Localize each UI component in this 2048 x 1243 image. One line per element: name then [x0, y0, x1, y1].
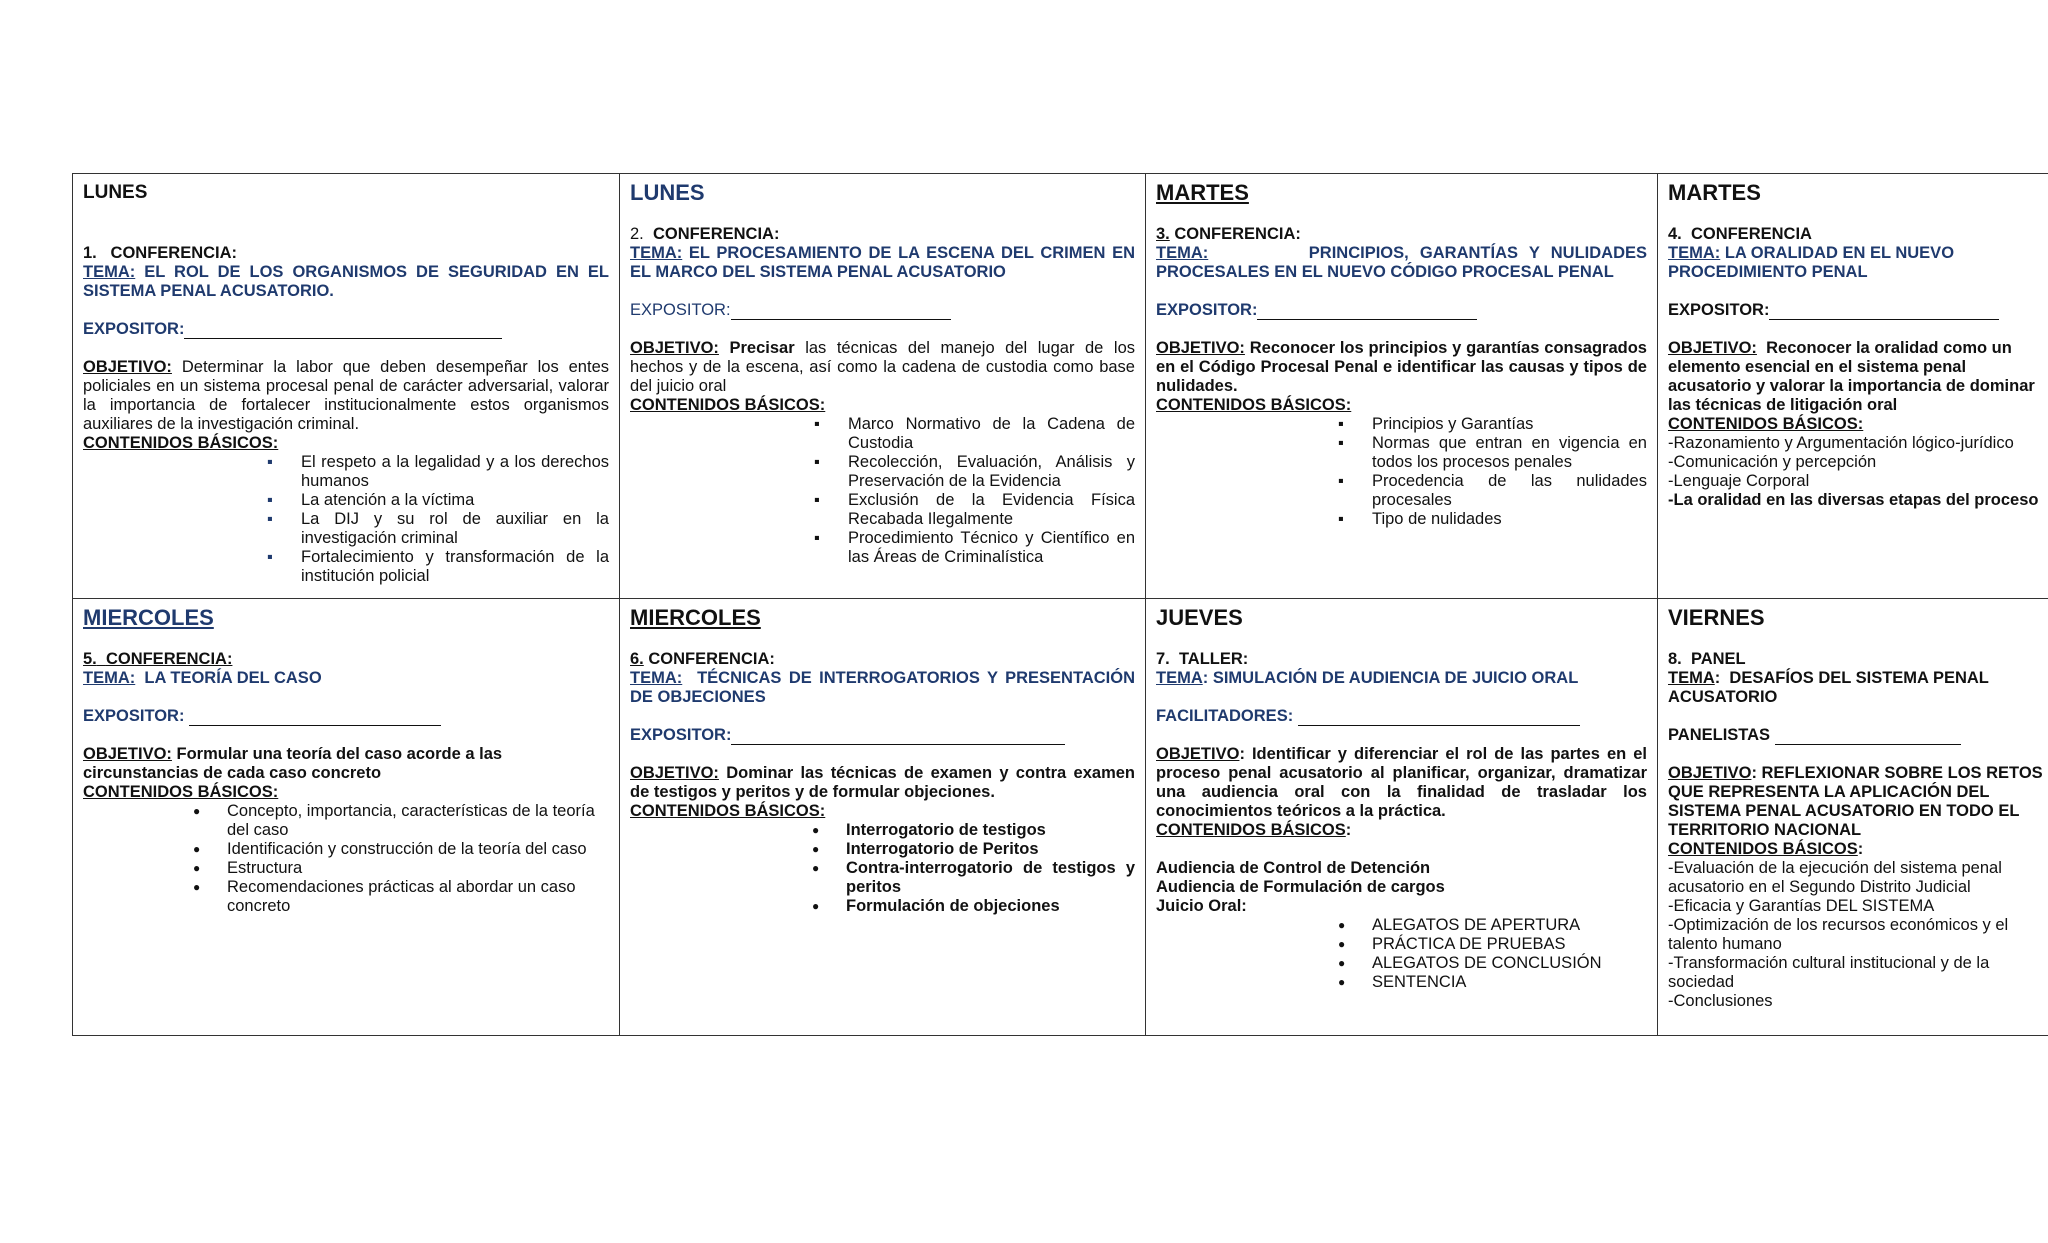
contents-list [227, 802, 609, 916]
list-item: ▪ La atención a la víctima [301, 491, 609, 510]
day-label: MIERCOLES [83, 605, 214, 630]
session-topic: TEMA: EL ROL DE LOS ORGANISMOS DE SEGURIDAD EN EL SISTEMA PENAL ACUSATORIO. [83, 263, 609, 300]
session-type: 6. CONFERENCIA: [630, 650, 775, 668]
list-item: ● SENTENCIA [1372, 973, 1647, 992]
session-type: 2. CONFERENCIA: [630, 225, 780, 243]
content-line: -Lenguaje Corporal [1668, 472, 1810, 490]
session-type: 8. PANEL [1668, 650, 1746, 668]
table-row [73, 174, 2048, 599]
content-line: Audiencia de Formulación de cargos [1156, 878, 1445, 896]
list-item: ▪ Tipo de nulidades [1372, 510, 1647, 529]
objective: OBJETIVO: Determinar la labor que deben desempeñar los entes policiales en un sistema procesal penal de carácter adversarial, valorar la importancia de fortalecer institucionalmente estos organismos auxiliares de la investigación criminal. [83, 358, 609, 433]
content-line: -Evaluación de la ejecución del sistema penal acusatorio en el Segundo Distrito Judicial [1668, 859, 2002, 896]
objective: OBJETIVO: Precisar las técnicas del manejo del lugar de los hechos y de la escena, así como la cadena de custodia como base del juicio oral [630, 339, 1135, 395]
speaker-field: EXPOSITOR: [83, 707, 609, 726]
session-cell-6 [620, 599, 1146, 1036]
list-item: ▪ El respeto a la legalidad y a los derechos humanos [301, 453, 609, 491]
session-topic: TEMA: TÉCNICAS DE INTERROGATORIOS Y PRESENTACIÓN DE OBJECIONES [630, 669, 1135, 706]
content-line: Juicio Oral: [1156, 897, 1247, 915]
day-label: MIERCOLES [630, 605, 761, 630]
contents-list [1372, 916, 1647, 992]
session-topic: TEMA: SIMULACIÓN DE AUDIENCIA DE JUICIO ORAL [1156, 669, 1579, 687]
objective: OBJETIVO: Reconocer la oralidad como un elemento esencial en el sistema penal acusatorio y valorar la importancia de dominar las técnicas de litigación oral [1668, 339, 2040, 414]
day-label: LUNES [83, 182, 148, 203]
content-line: -Optimización de los recursos económicos y el talento humano [1668, 916, 2009, 953]
session-type: 3. CONFERENCIA: [1156, 225, 1301, 243]
session-topic: TEMA: LA ORALIDAD EN EL NUEVO PROCEDIMIENTO PENAL [1668, 244, 1955, 281]
session-type: 1. CONFERENCIA: [83, 244, 238, 262]
list-item: ● ALEGATOS DE APERTURA [1372, 916, 1647, 935]
objective: OBJETIVO: Reconocer los principios y garantías consagrados en el Código Procesal Penal e identificar las causas y tipos de nulidades. [1156, 339, 1647, 395]
session-type: 4. CONFERENCIA [1668, 225, 1812, 243]
list-item: ● ALEGATOS DE CONCLUSIÓN [1372, 954, 1647, 973]
contents-list [846, 821, 1135, 916]
content-line: -Conclusiones [1668, 992, 1773, 1010]
contents-heading: CONTENIDOS BÁSICOS: [1156, 821, 1352, 839]
contents-heading: CONTENIDOS BÁSICOS: [1668, 415, 1864, 433]
content-line: -La oralidad en las diversas etapas del proceso [1668, 491, 2039, 509]
objective: OBJETIVO: Identificar y diferenciar el rol de las partes en el proceso penal acusatorio al planificar, organizar, dramatizar una audiencia oral con la finalidad de trasladar los conocimientos teóricos a la práctica. [1156, 745, 1647, 820]
contents-list [848, 415, 1135, 567]
list-item: ● Interrogatorio de Peritos [846, 840, 1135, 859]
list-item: ● Recomendaciones prácticas al abordar un caso concreto [227, 878, 609, 916]
speaker-field: EXPOSITOR: [1156, 301, 1647, 320]
panelists-field: PANELISTAS [1668, 726, 2048, 745]
objective: OBJETIVO: Dominar las técnicas de examen y contra examen de testigos y peritos y de formular objeciones. [630, 764, 1135, 801]
content-line: -Eficacia y Garantías DEL SISTEMA [1668, 897, 1935, 915]
objective: OBJETIVO: REFLEXIONAR SOBRE LOS RETOS QUE REPRESENTA LA APLICACIÓN DEL SISTEMA PENAL ACUSATORIO EN TODO EL TERRITORIO NACIONAL [1668, 764, 2043, 839]
speaker-field: EXPOSITOR: [630, 726, 1135, 745]
list-item: ▪ Fortalecimiento y transformación de la institución policial [301, 548, 609, 586]
day-label: MARTES [1156, 180, 1249, 205]
list-item: ● PRÁCTICA DE PRUEBAS [1372, 935, 1647, 954]
session-cell-2 [620, 174, 1146, 599]
session-cell-3 [1146, 174, 1658, 599]
contents-heading: CONTENIDOS BÁSICOS: [1156, 396, 1352, 414]
list-item: ▪ Procedimiento Técnico y Científico en las Áreas de Criminalística [848, 529, 1135, 567]
session-cell-4 [1658, 174, 2048, 599]
session-cell-1 [73, 174, 620, 599]
list-item: ▪ Exclusión de la Evidencia Física Recabada Ilegalmente [848, 491, 1135, 529]
session-cell-8 [1658, 599, 2048, 1036]
list-item: ● Formulación de objeciones [846, 897, 1135, 916]
content-line: -Transformación cultural institucional y de la sociedad [1668, 954, 1990, 991]
schedule-table [72, 173, 2048, 1036]
list-item: ▪ La DIJ y su rol de auxiliar en la investigación criminal [301, 510, 609, 548]
speaker-field: EXPOSITOR: [83, 320, 609, 339]
session-topic: TEMA: PRINCIPIOS, GARANTÍAS Y NULIDADES PROCESALES EN EL NUEVO CÓDIGO PROCESAL PENAL [1156, 244, 1647, 281]
session-topic: TEMA: EL PROCESAMIENTO DE LA ESCENA DEL CRIMEN EN EL MARCO DEL SISTEMA PENAL ACUSATORIO [630, 244, 1135, 281]
contents-heading: CONTENIDOS BÁSICOS: [630, 802, 826, 820]
list-item: ● Concepto, importancia, características de la teoría del caso [227, 802, 609, 840]
speaker-field: EXPOSITOR: [1668, 301, 2048, 320]
session-cell-5 [73, 599, 620, 1036]
list-item: ▪ Recolección, Evaluación, Análisis y Preservación de la Evidencia [848, 453, 1135, 491]
day-label: VIERNES [1668, 605, 1765, 630]
list-item: ● Estructura [227, 859, 609, 878]
content-line: Audiencia de Control de Detención [1156, 859, 1431, 877]
contents-heading: CONTENIDOS BÁSICOS: [630, 396, 826, 414]
list-item: ▪ Marco Normativo de la Cadena de Custodia [848, 415, 1135, 453]
content-line: -Razonamiento y Argumentación lógico-jurídico [1668, 434, 2014, 452]
session-topic: TEMA: LA TEORÍA DEL CASO [83, 669, 322, 687]
day-label: MARTES [1668, 180, 1761, 205]
objective: OBJETIVO: Formular una teoría del caso acorde a las circunstancias de cada caso concreto [83, 745, 503, 782]
contents-heading: CONTENIDOS BÁSICOS: [83, 434, 279, 452]
contents-heading: CONTENIDOS BÁSICOS: [1668, 840, 1864, 858]
list-item: ▪ Procedencia de las nulidades procesales [1372, 472, 1647, 510]
list-item: ● Identificación y construcción de la teoría del caso [227, 840, 609, 859]
speaker-field: EXPOSITOR: [630, 301, 1135, 320]
contents-list [301, 453, 609, 586]
list-item: ▪ Normas que entran en vigencia en todos los procesos penales [1372, 434, 1647, 472]
session-type: 7. TALLER: [1156, 650, 1249, 668]
contents-list [1372, 415, 1647, 529]
session-topic: TEMA: DESAFÍOS DEL SISTEMA PENAL ACUSATORIO [1668, 669, 1993, 706]
contents-heading: CONTENIDOS BÁSICOS: [83, 783, 279, 801]
table-row [73, 599, 2048, 1036]
session-cell-7 [1146, 599, 1658, 1036]
facilitators-field: FACILITADORES: [1156, 707, 1647, 726]
list-item: ● Interrogatorio de testigos [846, 821, 1135, 840]
content-line: -Comunicación y percepción [1668, 453, 1877, 471]
list-item: ▪ Principios y Garantías [1372, 415, 1647, 434]
session-type: 5. CONFERENCIA: [83, 650, 233, 668]
list-item: ● Contra-interrogatorio de testigos y peritos [846, 859, 1135, 897]
day-label: LUNES [630, 180, 705, 205]
day-label: JUEVES [1156, 605, 1243, 630]
